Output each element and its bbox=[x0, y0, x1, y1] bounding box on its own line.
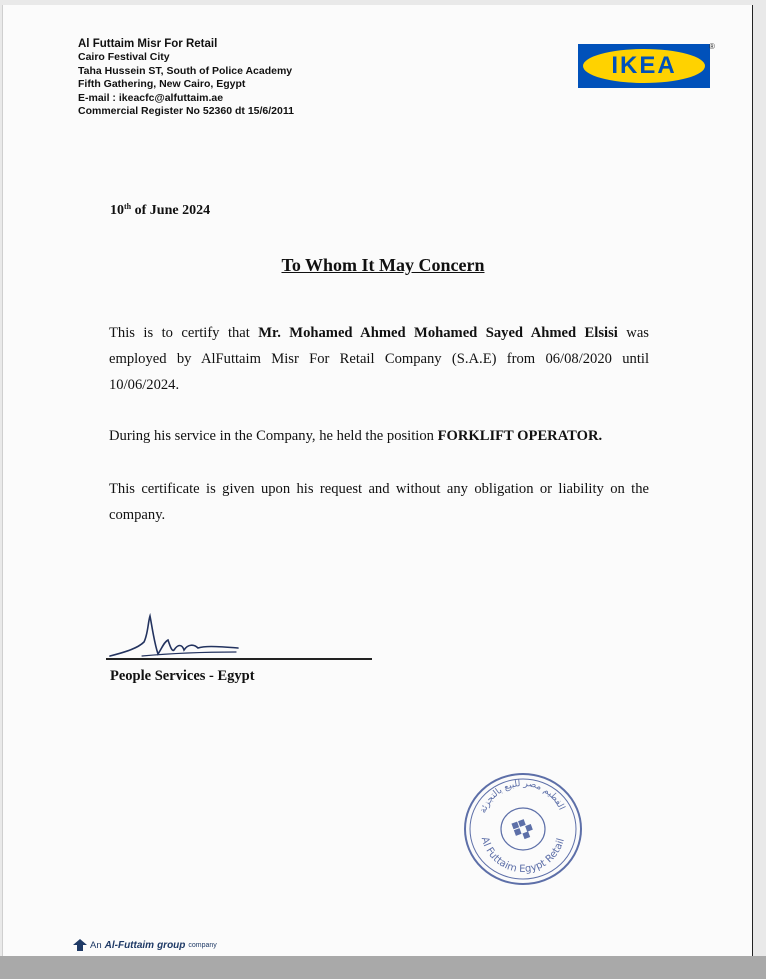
company-stamp bbox=[461, 770, 585, 888]
signatory-department: People Services - Egypt bbox=[110, 668, 255, 684]
letter-title: To Whom It May Concern bbox=[281, 255, 485, 275]
address-line: Fifth Gathering, New Cairo, Egypt bbox=[78, 78, 246, 91]
email-line: E-mail : ikeacfc@alfuttaim.ae bbox=[78, 91, 224, 104]
logo-text: IKEA bbox=[611, 52, 677, 79]
commercial-register-line: Commercial Register No 52360 dt 15/6/2011 bbox=[78, 105, 294, 118]
position-paragraph bbox=[109, 423, 649, 449]
job-position: FORKLIFT OPERATOR. bbox=[437, 428, 603, 444]
paragraph-text: This is to certify that bbox=[109, 325, 259, 341]
signature-scribble bbox=[104, 612, 244, 662]
stamp-english-text: Al Futtaim Egypt Retail bbox=[478, 835, 567, 876]
signature-line bbox=[106, 658, 372, 660]
stamp-arabic-text: الفطيم مصر للبيع بالتجزئة bbox=[478, 778, 567, 815]
footer-brand bbox=[73, 939, 217, 951]
alfuttaim-emblem-icon bbox=[73, 939, 87, 951]
address-line: Cairo Festival City bbox=[78, 51, 170, 64]
footer-group-word: group bbox=[157, 939, 186, 951]
employee-name: Mr. Mohamed Ahmed Mohamed Sayed Ahmed Elsisi bbox=[258, 325, 618, 341]
registered-mark: ® bbox=[709, 42, 715, 51]
letterhead-address bbox=[78, 38, 294, 118]
scan-bottom-band bbox=[0, 956, 766, 979]
company-name: Al Futtaim Misr For Retail bbox=[78, 38, 218, 50]
stamp-emblem-icon bbox=[511, 817, 534, 841]
date-suffix: th bbox=[124, 202, 132, 211]
letter-date bbox=[110, 202, 210, 219]
ikea-logo bbox=[578, 44, 710, 88]
date-rest: of June 2024 bbox=[131, 203, 211, 218]
disclaimer-paragraph: This certificate is given upon his request and without any obligation or liability on the company. bbox=[109, 481, 649, 523]
certification-paragraph bbox=[109, 320, 649, 398]
date-day: 10 bbox=[110, 203, 124, 218]
paragraph-text: During his service in the Company, he held the position bbox=[109, 428, 438, 444]
footer-brand-name: Al-Futtaim bbox=[104, 939, 155, 951]
footer-suffix: company bbox=[188, 941, 217, 949]
address-line: Taha Hussein ST, South of Police Academy bbox=[78, 64, 293, 77]
footer-prefix: An bbox=[90, 939, 102, 951]
paragraph-text: was employed by AlFuttaim Misr For Retail Company (S.A.E) from 06/08/2020 until 10/06/2024. bbox=[109, 325, 649, 393]
